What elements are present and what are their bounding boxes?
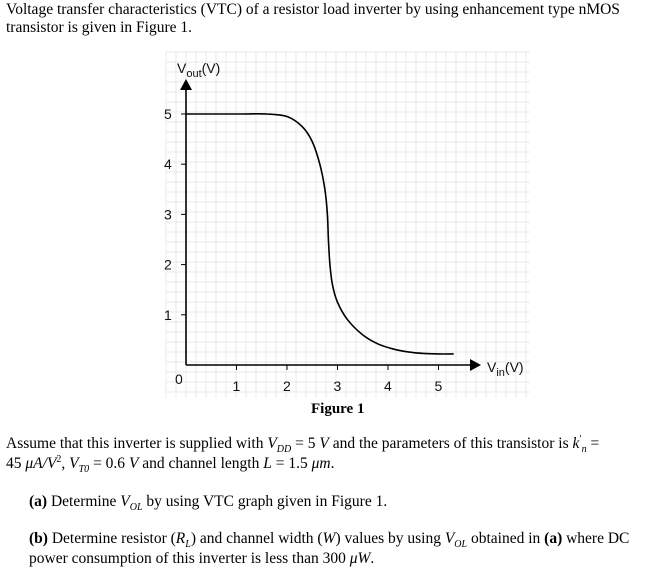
problem-paragraph bbox=[6, 434, 652, 474]
length-symbol: L bbox=[263, 455, 272, 472]
vdd-subscript: DD bbox=[276, 444, 292, 456]
vto-symbol: V bbox=[69, 455, 79, 472]
x-axis-label-text: $V_{in}(V)$ bbox=[487, 359, 524, 379]
unit-text: A/ bbox=[33, 455, 47, 472]
x-tick-label: 3 bbox=[333, 378, 342, 394]
question-text: Determine bbox=[47, 493, 121, 510]
watt-unit: W bbox=[357, 550, 371, 567]
x-tick-label: 2 bbox=[283, 378, 291, 394]
para-text: = 1.5 bbox=[271, 455, 312, 472]
y-tick-label: 1 bbox=[164, 306, 172, 323]
para-text: and the parameters of this transistor is bbox=[328, 435, 573, 452]
vol-symbol: V bbox=[120, 493, 130, 510]
kn-symbol: k bbox=[572, 435, 580, 452]
question-ref: (a) bbox=[544, 530, 563, 547]
question-a-label: (a) bbox=[29, 493, 48, 510]
question-b bbox=[29, 529, 653, 569]
para-text: and channel length bbox=[138, 455, 264, 472]
para-text: = 0.6 bbox=[89, 455, 129, 472]
question-text: by using VTC graph given in Figure 1. bbox=[142, 493, 388, 510]
question-a bbox=[29, 492, 653, 512]
y-tick-label: 5 bbox=[164, 106, 172, 122]
rl-symbol: R bbox=[175, 530, 186, 547]
vol-subscript: OL bbox=[454, 539, 468, 551]
para-text: Assume that this inverter is supplied with bbox=[6, 435, 268, 452]
chart-grid bbox=[166, 52, 530, 398]
question-text: Determine resistor ( bbox=[47, 530, 176, 547]
volt-unit: V bbox=[46, 455, 57, 472]
question-text: obtained in bbox=[467, 530, 545, 547]
vdd-symbol: V bbox=[267, 435, 277, 452]
meter-unit: m bbox=[319, 455, 331, 472]
intro-line-2: transistor is given in Figure 1. bbox=[6, 19, 192, 36]
question-text: power consumption of this inverter is less than 300 bbox=[29, 550, 350, 567]
x-axis-label bbox=[487, 359, 524, 379]
mu-symbol: μ bbox=[311, 455, 320, 472]
x-axis-arrow bbox=[470, 359, 481, 371]
question-b-label: (b) bbox=[29, 530, 48, 547]
vto-subscript: T0 bbox=[78, 464, 90, 476]
volt-unit: V bbox=[319, 435, 329, 452]
width-symbol: W bbox=[322, 530, 336, 547]
vol-subscript: OL bbox=[129, 502, 143, 514]
para-text: 45 bbox=[6, 455, 26, 472]
y-axis-arrow bbox=[180, 79, 192, 90]
mu-symbol: μ bbox=[25, 455, 34, 472]
para-text: = bbox=[586, 435, 600, 452]
y-axis-label-text: $V_{out}(V)$ bbox=[177, 60, 221, 80]
question-text: ) values by using bbox=[335, 530, 445, 547]
intro-line-1: Voltage transfer characteristics (VTC) of a resistor load inverter by using enhancement type nMOS bbox=[6, 1, 620, 18]
para-text: , bbox=[61, 455, 70, 472]
kn-prime: ′ bbox=[579, 433, 582, 445]
volt-unit: V bbox=[128, 455, 139, 472]
question-text: ) and channel width ( bbox=[190, 530, 323, 547]
rl-subscript: L bbox=[185, 539, 191, 551]
y-tick-label: 3 bbox=[164, 206, 172, 223]
question-text: where DC bbox=[562, 530, 630, 547]
x-tick-label: 1 bbox=[232, 378, 241, 394]
x-tick-label: 4 bbox=[384, 378, 392, 394]
y-tick-label: 4 bbox=[164, 156, 172, 173]
y-axis-label bbox=[177, 60, 220, 80]
vol-symbol: V bbox=[444, 530, 455, 547]
y-tick-label: 2 bbox=[164, 256, 172, 273]
mu-symbol: μ bbox=[349, 550, 358, 567]
question-text: . bbox=[370, 550, 375, 567]
para-text: . bbox=[330, 455, 335, 472]
para-text: = 5 bbox=[291, 435, 320, 452]
origin-label: 0 bbox=[175, 371, 183, 387]
figure-caption: Figure 1 bbox=[311, 401, 365, 417]
x-tick-label: 5 bbox=[434, 378, 443, 394]
squared: 2 bbox=[56, 453, 62, 465]
kn-subscript: n bbox=[581, 444, 587, 456]
